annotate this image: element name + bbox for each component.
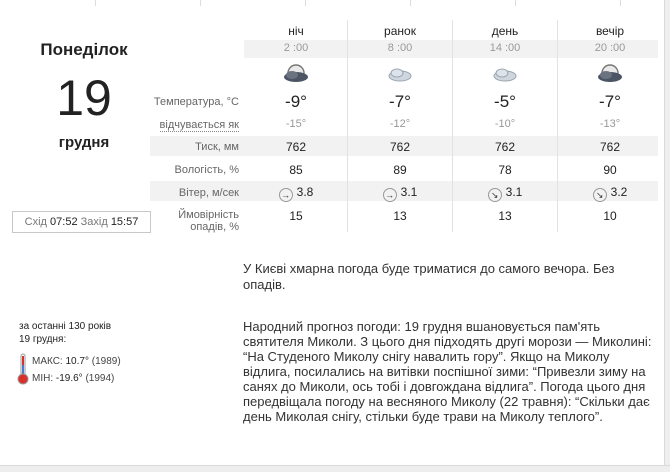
sunrise-time: 07:52 (50, 216, 78, 228)
folk-forecast-title: Народний прогноз погоди (243, 319, 398, 334)
wind-cell (244, 185, 348, 202)
humidity-label: Вологість, % (174, 164, 239, 176)
day-number: 19 (56, 70, 112, 126)
wind-speed: 3.1 (505, 185, 523, 199)
stats-date: 19 грудня: (19, 334, 67, 345)
feels-like-value: -12° (389, 118, 411, 130)
wind-cell (558, 185, 662, 202)
wind-cell (348, 185, 452, 202)
cloud-icon (453, 64, 557, 84)
humidity-value: 90 (603, 163, 617, 177)
temperature-value: -7° (599, 92, 621, 111)
historical-stats (19, 320, 219, 346)
wind-direction-icon: ↘ (488, 188, 502, 202)
stats-min-year: (1994) (85, 373, 115, 384)
precip-label-line2: опадів, % (190, 221, 239, 233)
moon-cloud-icon (558, 64, 662, 84)
humidity-value: 85 (289, 163, 303, 177)
feels-like-text: відчувається як (159, 119, 239, 131)
thermometer-icon (17, 353, 29, 390)
weather-summary: У Києві хмарна погода буде триматися до самого вечора. Без опадів. (243, 261, 615, 292)
precip-value: 13 (498, 209, 512, 223)
stats-min-value: -19.6° (55, 373, 83, 384)
temperature-value: -5° (494, 92, 516, 111)
sunrise-label: Схід (24, 216, 47, 228)
pressure-value: 762 (494, 140, 516, 154)
cloud-icon (348, 64, 452, 84)
stats-max-year: (1989) (91, 356, 121, 367)
bottom-edge (0, 465, 670, 472)
period-night: ніч (288, 24, 304, 38)
precip-value: 10 (603, 209, 617, 223)
feels-like-label[interactable] (140, 119, 239, 131)
precip-label (140, 209, 239, 233)
moon-cloud-icon (244, 64, 348, 84)
period-time: 2 :00 (283, 42, 309, 54)
sunset-label: Захід (80, 216, 108, 228)
stats-min-label: МІН: (32, 373, 54, 384)
page-scrollbar[interactable] (664, 0, 670, 472)
temperature-value: -7° (389, 92, 411, 111)
feels-like-value: -15° (285, 118, 307, 130)
wind-cell (453, 185, 557, 202)
period-morning: ранок (384, 24, 416, 38)
period-time: 8 :00 (387, 42, 413, 54)
pressure-value: 762 (389, 140, 411, 154)
humidity-value: 89 (393, 163, 407, 177)
stats-max-label: МАКС: (32, 356, 63, 367)
pressure-value: 762 (285, 140, 307, 154)
wind-direction-icon: ↘ (593, 188, 607, 202)
precip-label-line1: Ймовірність (178, 209, 239, 221)
folk-forecast (243, 319, 653, 424)
wind-direction-icon: → (279, 188, 293, 202)
wind-direction-icon: → (383, 188, 397, 202)
feels-like-value: -13° (599, 118, 621, 130)
month-name: грудня (58, 134, 110, 151)
sunset-time: 15:57 (110, 216, 139, 228)
top-divider (0, 0, 670, 6)
wind-speed: 3.8 (296, 185, 314, 199)
day-name: Понеділок (40, 40, 128, 59)
precip-value: 13 (393, 209, 407, 223)
sun-times (12, 211, 151, 233)
wind-speed: 3.1 (400, 185, 418, 199)
wind-speed: 3.2 (610, 185, 628, 199)
pressure-value: 762 (599, 140, 621, 154)
humidity-value: 78 (498, 163, 512, 177)
wind-label: Вітер, м/сек (178, 187, 239, 199)
pressure-label: Тиск, мм (195, 141, 239, 153)
stats-min (32, 373, 114, 384)
precip-value: 15 (289, 209, 303, 223)
folk-forecast-text: : 19 грудня вшановується пам'ять святителя Миколи. З цього дня підходять другі морози — Миколині: “На Студеного Миколу снігу навалить гору”. Якщо на Миколу відлига, посилались на витівки поспішної зими: “Привезли зиму на санях до Миколи, ось тобі і довгождана відлига”. Погода цього дня передвіщала погоду на весняного Миколу (22 травня): “Скільки дає день Миколая снігу, стільки буде трави на Миколу теплого”. (243, 319, 652, 424)
temperature-label: Температура, °C (153, 96, 239, 108)
stats-max (32, 356, 121, 367)
period-evening: вечір (595, 24, 625, 38)
stats-max-value: 10.7° (65, 356, 89, 367)
stats-heading: за останні 130 років (19, 321, 112, 332)
period-time: 14 :00 (489, 42, 521, 54)
period-time: 20 :00 (594, 42, 626, 54)
temperature-value: -9° (285, 92, 307, 111)
period-day: день (491, 24, 519, 38)
feels-like-value: -10° (494, 118, 516, 130)
